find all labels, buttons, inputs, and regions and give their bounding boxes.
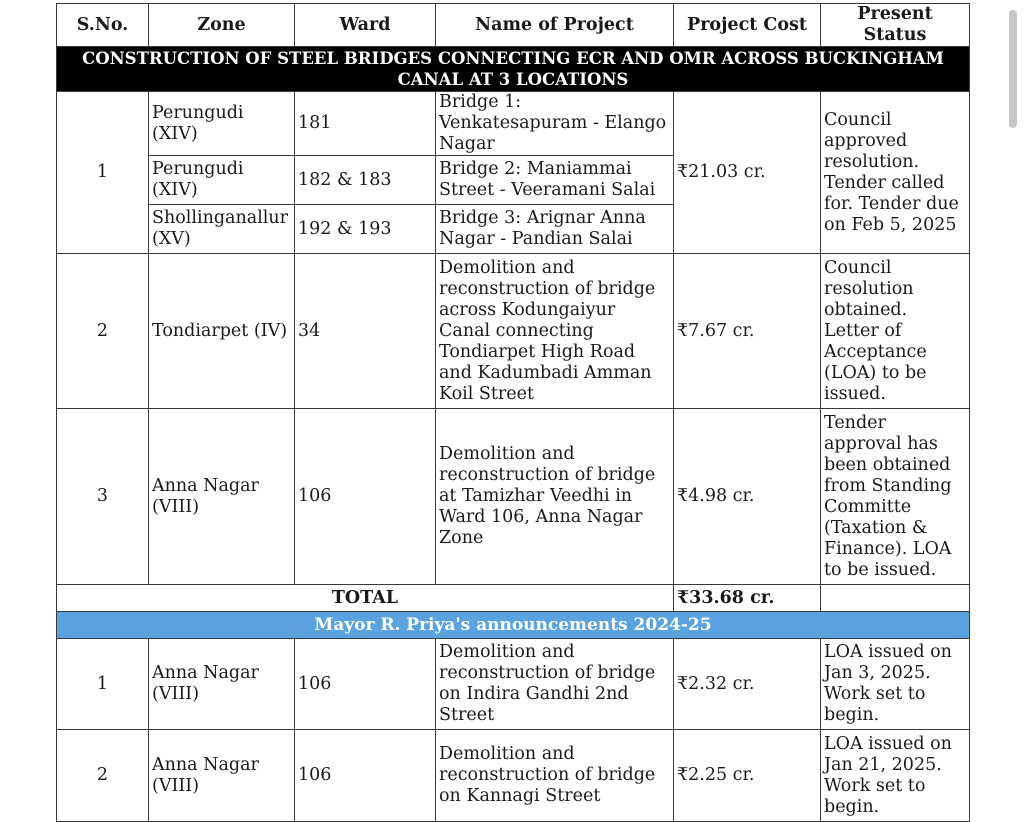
cost-cell: ₹7.67 cr. (674, 254, 821, 409)
status-cell: Council resolution obtained. Letter of Acceptance (LOA) to be issued. (821, 254, 970, 409)
header-project-name: Name of Project (436, 4, 674, 47)
project-cell: Demolition and reconstruction of bridge on Kannagi Street (436, 730, 674, 822)
zone-cell: Perungudi (XIV) (149, 156, 295, 205)
sno-cell: 2 (57, 254, 149, 409)
cost-cell: ₹4.98 cr. (674, 409, 821, 585)
status-cell: Council approved resolution. Tender called for. Tender due on Feb 5, 2025 (821, 92, 970, 254)
table-row (57, 409, 970, 585)
header-zone: Zone (149, 4, 295, 47)
section-title: Mayor R. Priya's announcements 2024-25 (57, 612, 970, 639)
sno-cell: 1 (57, 92, 149, 254)
total-row (57, 585, 970, 612)
project-cell: Bridge 1: Venkatesapuram - Elango Nagar (436, 92, 674, 156)
ward-cell: 192 & 193 (295, 205, 436, 254)
ward-cell: 106 (295, 730, 436, 822)
section-row-mayor-announcements (57, 612, 970, 639)
scrollbar-thumb[interactable] (1009, 10, 1017, 128)
zone-cell: Perungudi (XIV) (149, 92, 295, 156)
header-row (57, 4, 970, 47)
section-title: CONSTRUCTION OF STEEL BRIDGES CONNECTING ECR AND OMR ACROSS BUCKINGHAM CANAL AT 3 LOCATIONS (57, 47, 970, 92)
project-cell: Demolition and reconstruction of bridge at Tamizhar Veedhi in Ward 106, Anna Nagar Zone (436, 409, 674, 585)
ward-cell: 181 (295, 92, 436, 156)
total-value: ₹33.68 cr. (674, 585, 821, 612)
header-project-cost: Project Cost (674, 4, 821, 47)
project-cell: Bridge 2: Maniammai Street - Veeramani Salai (436, 156, 674, 205)
ward-cell: 106 (295, 409, 436, 585)
status-cell: LOA issued on Jan 21, 2025. Work set to begin. (821, 730, 970, 822)
table-row (57, 639, 970, 730)
status-cell: LOA issued on Jan 3, 2025. Work set to begin. (821, 639, 970, 730)
cost-cell: ₹2.25 cr. (674, 730, 821, 822)
sno-cell: 2 (57, 730, 149, 822)
zone-cell: Shollinganallur (XV) (149, 205, 295, 254)
project-cell: Demolition and reconstruction of bridge across Kodungaiyur Canal connecting Tondiarpet High Road and Kadumbadi Amman Koil Street (436, 254, 674, 409)
sno-cell: 1 (57, 639, 149, 730)
sno-cell: 3 (57, 409, 149, 585)
cost-cell: ₹2.32 cr. (674, 639, 821, 730)
header-sno: S.No. (57, 4, 149, 47)
total-empty-cell (821, 585, 970, 612)
project-cell: Bridge 3: Arignar Anna Nagar - Pandian Salai (436, 205, 674, 254)
zone-cell: Anna Nagar (VIII) (149, 639, 295, 730)
status-cell: Tender approval has been obtained from Standing Committe (Taxation & Finance). LOA to be issued. (821, 409, 970, 585)
ward-cell: 182 & 183 (295, 156, 436, 205)
bridge-projects-table (56, 3, 970, 822)
header-ward: Ward (295, 4, 436, 47)
table-row (57, 92, 970, 156)
table-row (57, 730, 970, 822)
zone-cell: Anna Nagar (VIII) (149, 409, 295, 585)
header-present-status: Present Status (821, 4, 970, 47)
ward-cell: 106 (295, 639, 436, 730)
table-row (57, 254, 970, 409)
ward-cell: 34 (295, 254, 436, 409)
section-row-steel-bridges (57, 47, 970, 92)
zone-cell: Anna Nagar (VIII) (149, 730, 295, 822)
zone-cell: Tondiarpet (IV) (149, 254, 295, 409)
cost-cell: ₹21.03 cr. (674, 92, 821, 254)
project-cell: Demolition and reconstruction of bridge on Indira Gandhi 2nd Street (436, 639, 674, 730)
total-label: TOTAL (57, 585, 674, 612)
